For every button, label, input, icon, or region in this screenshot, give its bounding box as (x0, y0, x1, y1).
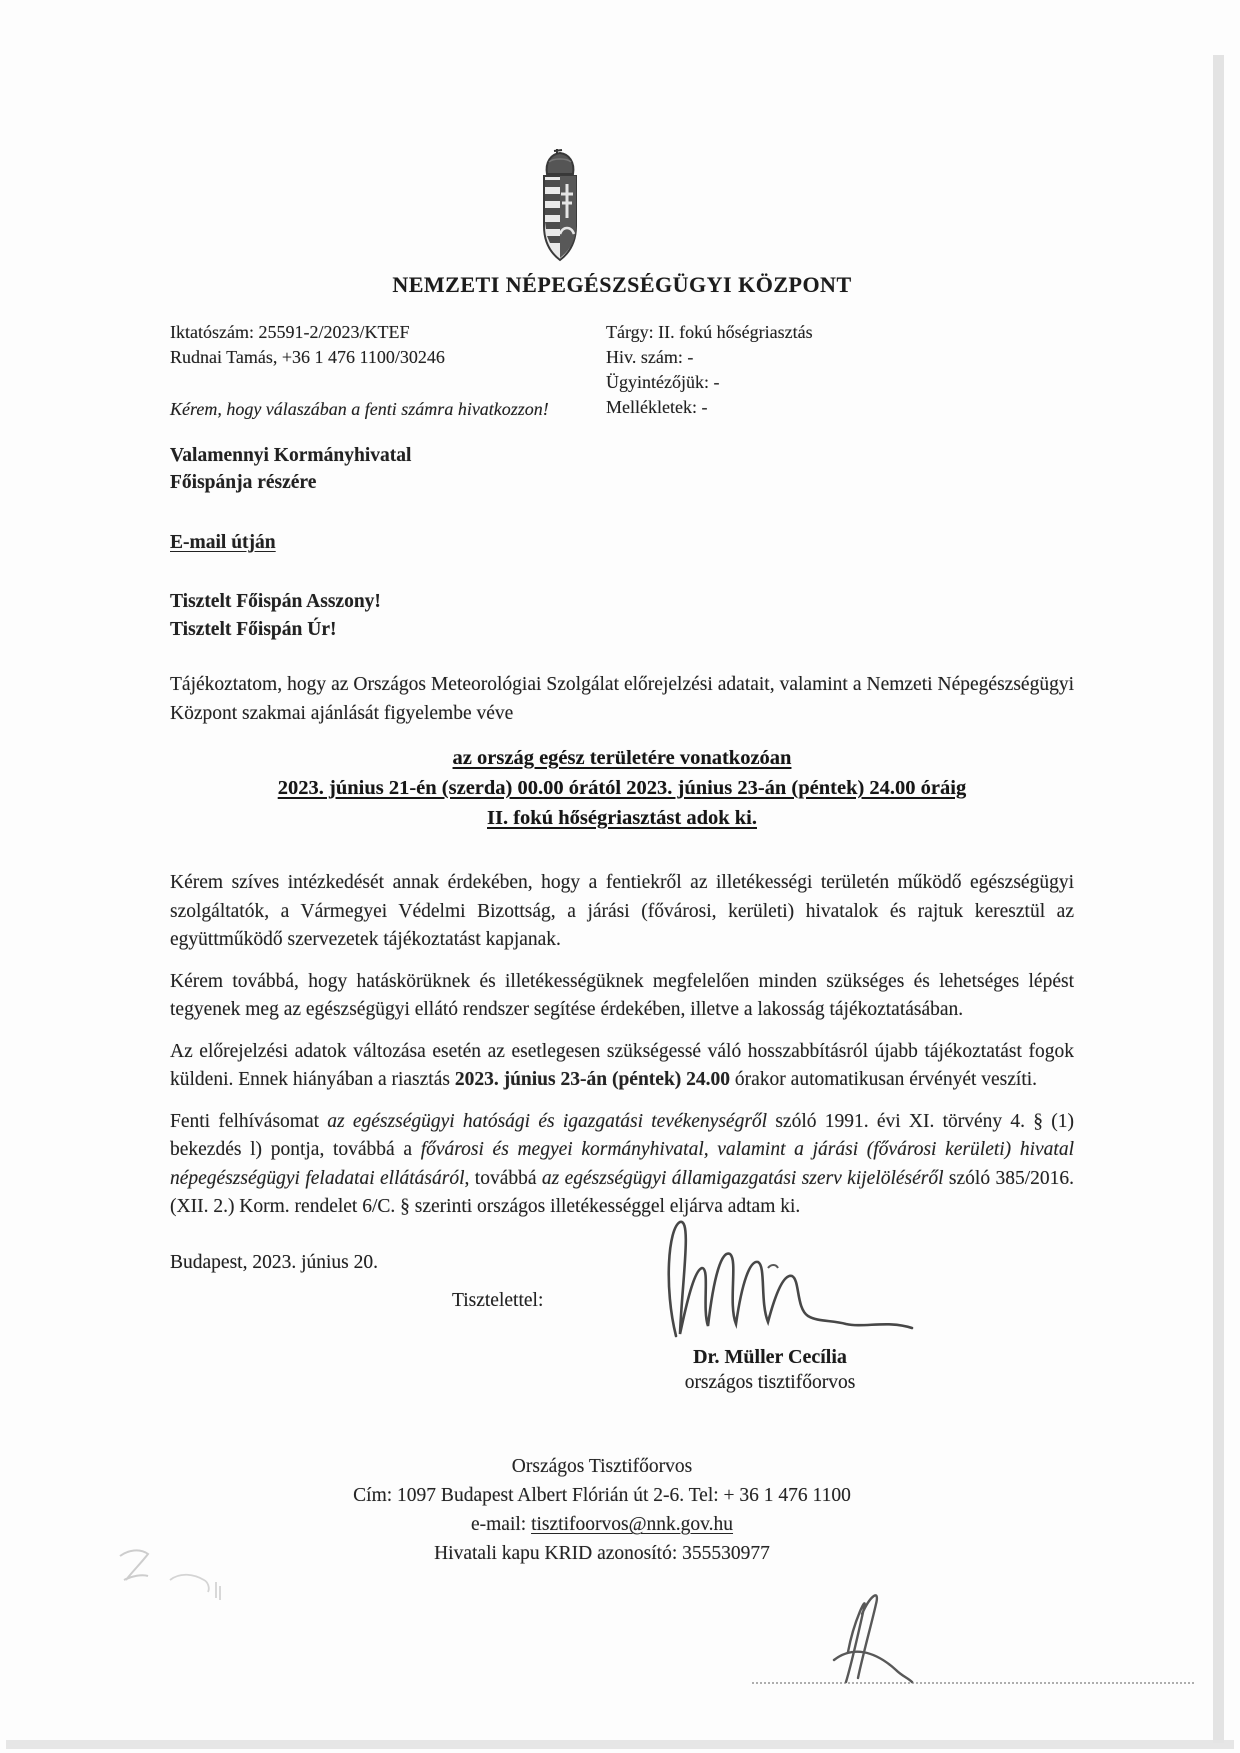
date-place: Budapest, 2023. június 20. (170, 1251, 378, 1273)
footer-email-label: e-mail: (470, 1514, 532, 1535)
delivery-method: E-mail útján (170, 532, 276, 553)
signer-name: Dr. Müller Cecília (693, 1346, 847, 1368)
subject-line: Tárgy: II. fokú hőségriasztás (606, 322, 813, 342)
legal-run-c: szóló 1991. évi XI. törvény 4. § (1) bekezdés l) pontja, továbbá a (170, 1110, 1074, 1160)
alert-period-line: 2023. június 21-én (szerda) 00.00 órától 2023. június 23-án (péntek) 24.00 óráig (277, 777, 967, 799)
intro-paragraph: Tájékoztatom, hogy az Országos Meteorológiai Szolgálat előrejelzési adatait, valamint a Nemzeti Népegészségügyi Központ szakmai ajánlását figyelembe véve (170, 674, 1074, 724)
expiry-date-bold: 2023. június 23-án (péntek) 24.00 (454, 1069, 731, 1090)
scan-edge-bottom (6, 1740, 1234, 1749)
legal-run-g: szóló 385/2016. (XII. 2.) Korm. rendelet 6/C. § szerinti országos illetékességgel eljárva adtam ki. (170, 1167, 1074, 1217)
pencil-scribble (112, 1546, 252, 1608)
scan-edge-right (1213, 55, 1224, 1743)
footer-address: Cím: 1097 Budapest Albert Flórián út 2-6. Tel: + 36 1 476 1100 (353, 1485, 851, 1506)
legal-decree-title-italic: fővárosi és megyei kormányhivatal, valamint a járási (fővárosi kerületi) hivatal népegészségügyi feladatai ellátásáról (170, 1139, 1074, 1189)
signature (650, 1208, 940, 1358)
footer-email-address: tisztifoorvos@nnk.gov.hu (531, 1514, 734, 1535)
dotted-baseline (752, 1682, 1194, 1684)
recipient-role: Főispánja részére (170, 472, 317, 493)
meta-left-column (170, 320, 606, 422)
salutation-block (170, 588, 1074, 644)
signer-title: országos tisztifőorvos (684, 1372, 856, 1393)
filing-number: Iktatószám: 25591-2/2023/KTEF (170, 322, 410, 342)
legal-run-a: Fenti felhívásomat (170, 1110, 328, 1132)
letter-meta (170, 320, 1074, 422)
paragraph-measures: Kérem szíves intézkedését annak érdekében, hogy a fentiekről az illetékességi területén működő egészségügyi szolgáltatók, a Vármegyei Védelmi Bizottság, a járási (fővárosi, kerületi) hivatalok és rajtuk keresztül az együttműködő szervezetek tájékoztatást kapjanak. (170, 872, 1074, 950)
salutation-sir: Tisztelt Főispán Úr! (170, 619, 337, 640)
recipient-name: Valamennyi Kormányhivatal (170, 445, 412, 466)
footer-email-line (150, 1510, 1054, 1539)
recipient-block (170, 442, 1074, 496)
legal-designation-italic: az egészségügyi államigazgatási szerv kijelöléséről (541, 1167, 944, 1189)
legal-act-title-italic: az egészségügyi hatósági és igazgatási tevékenységről (327, 1110, 768, 1132)
contact-person: Rudnai Tamás, +36 1 476 1100/30246 (170, 347, 445, 367)
reference-note: Kérem, hogy válaszában a fenti számra hivatkozzon! (170, 399, 549, 419)
letterhead-footer (150, 1452, 1054, 1568)
paragraph-expiry (170, 1038, 1074, 1095)
alert-scope-line: az ország egész területére vonatkozóan (452, 747, 792, 769)
footer-office: Országos Tisztifőorvos (511, 1456, 693, 1477)
attachments-line: Mellékletek: - (606, 397, 708, 417)
case-officer-line: Ügyintézőjük: - (606, 372, 720, 392)
expiry-text-a: Az előrejelzési adatok változása esetén az esetlegesen szükségessé váló hosszabbításról újabb tájékoztatást fogok küldeni. Ennek hiányában a riasztás (170, 1040, 1074, 1090)
salutation-madam: Tisztelt Főispán Asszony! (170, 591, 381, 612)
reference-number-line: Hiv. szám: - (606, 347, 694, 367)
expiry-text-c: órakor automatikusan érvényét veszíti. (730, 1069, 1038, 1090)
alert-level-line: II. fokú hőségriasztást adok ki. (487, 807, 757, 829)
initials-scribble (818, 1586, 914, 1696)
paragraph-legal-basis (170, 1108, 1074, 1222)
paragraph-steps: Kérem továbbá, hogy hatáskörüknek és illetékességüknek megfelelően minden szükséges és lehetséges lépést tegyenek meg az egészségügyi ellátó rendszer segítése érdekében, illetve a lakosság tájékoztatásában. (170, 970, 1074, 1020)
meta-right-column (606, 320, 1074, 422)
organization-title: NEMZETI NÉPEGÉSZSÉGÜGYI KÖZPONT (392, 272, 852, 297)
legal-run-e: , továbbá (464, 1167, 542, 1189)
heat-alert-announcement (170, 743, 1074, 833)
closing-regards: Tisztelettel: (452, 1289, 544, 1311)
signer-block (610, 1346, 930, 1394)
footer-krid: Hivatali kapu KRID azonosító: 355530977 (434, 1543, 770, 1564)
